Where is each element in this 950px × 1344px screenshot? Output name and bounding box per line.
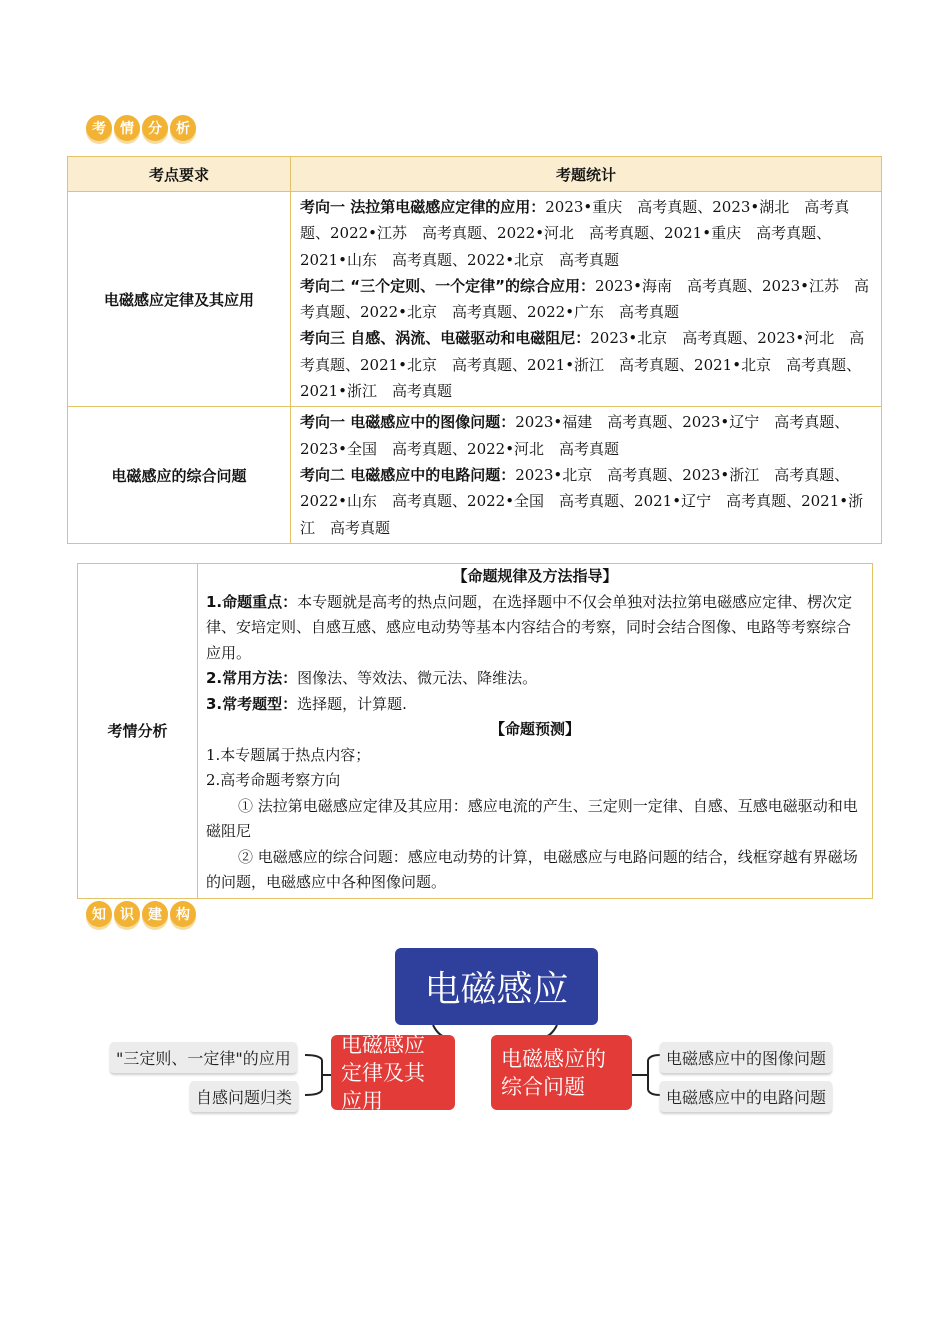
row-topic: 电磁感应的综合问题: [68, 407, 291, 543]
item-label: 考向一 法拉第电磁感应定律的应用：: [300, 198, 546, 216]
badge-char: 析: [170, 115, 196, 141]
analysis-label: 考情分析: [78, 564, 198, 899]
header-stats: 考题统计: [291, 157, 882, 192]
mindmap-leaf: 电磁感应中的图像问题: [660, 1042, 832, 1073]
heading-prediction: 【命题预测】: [489, 720, 580, 738]
item-label: 考向一 电磁感应中的图像问题：: [300, 413, 516, 432]
mindmap-leaf: 自感问题归类: [190, 1081, 298, 1112]
item-text: 2023•北京 高考真题、2023•河北 高考真题、2021•北京 高考真题、2021•浙江 高考真题、2021•北京 高考真题、2021•浙江 高考真题: [300, 329, 865, 401]
item-text: 2023•福建 高考真题、2023•辽宁 高考真题、2023•全国 高考真题、2022•河北 高考真题: [300, 413, 850, 458]
badge-char: 建: [142, 901, 168, 927]
para-text: 选择题，计算题.: [297, 694, 407, 713]
badge-char: 识: [114, 901, 140, 927]
badge-char: 分: [142, 115, 168, 141]
item-label: 考向二 电磁感应中的电路问题：: [300, 465, 516, 484]
item-label: 考向三 自感、涡流、电磁驱动和电磁阻尼：: [300, 329, 591, 348]
paragraph: 1.本专题属于热点内容；: [206, 745, 371, 764]
mindmap-leaf: "三定则、一定律"的应用: [110, 1042, 297, 1073]
item-text: 2023•北京 高考真题、2023•浙江 高考真题、2022•山东 高考真题、2022•全国 高考真题、2021•辽宁 高考真题、2021•浙江 高考真题: [300, 465, 864, 537]
item-label: 考向二 “三个定则、一个定律”的综合应用：: [300, 276, 595, 295]
badge-char: 构: [170, 901, 196, 927]
mindmap-root: 电磁感应: [395, 948, 598, 1025]
row-topic: 电磁感应定律及其应用: [68, 192, 291, 407]
para-label: 3.常考题型：: [206, 694, 298, 713]
item-text: 2023•重庆 高考真题、2023•湖北 高考真题、2022•江苏 高考真题、2022•河北 高考真题、2021•重庆 高考真题、2021•山东 高考真题、2022•北京 高考真题: [300, 198, 850, 269]
badge-char: 知: [86, 901, 112, 927]
connector-line: [632, 1055, 660, 1095]
badge-char: 考: [86, 115, 112, 141]
connector-line: [305, 1055, 331, 1095]
item-text: 2023•海南 高考真题、2023•江苏 高考真题、2022•北京 高考真题、2022•广东 高考真题: [300, 276, 869, 322]
para-text: 本专题就是高考的热点问题，在选择题中不仅会单独对法拉第电磁感应定律、楞次定律、安培定则、自感互感、感应电动势等基本内容结合的考察，同时会结合图像、电路等考察综合应用。: [206, 592, 853, 662]
para-label: 2.常用方法：: [206, 669, 298, 687]
header-topic: 考点要求: [68, 157, 291, 192]
paragraph: 2.高考命题考察方向: [206, 771, 341, 789]
mindmap-branch-right: 电磁感应的综合问题: [491, 1035, 632, 1110]
heading-guidance: 【命题规律及方法指导】: [452, 567, 618, 585]
mindmap-branch-left: 电磁感应定律及其应用: [331, 1035, 455, 1110]
para-text: 图像法、等效法、微元法、降维法。: [297, 669, 538, 687]
paragraph: ① 法拉第电磁感应定律及其应用：感应电流的产生、三定则一定律、自感、互感电磁驱动和电磁阻尼: [206, 796, 858, 840]
paragraph: ② 电磁感应的综合问题：感应电动势的计算，电磁感应与电路问题的结合，线框穿越有界磁场的问题，电磁感应中各种图像问题。: [206, 847, 858, 891]
badge-char: 情: [114, 115, 140, 141]
para-label: 1.命题重点：: [206, 592, 298, 611]
mindmap-leaf: 电磁感应中的电路问题: [660, 1081, 832, 1112]
